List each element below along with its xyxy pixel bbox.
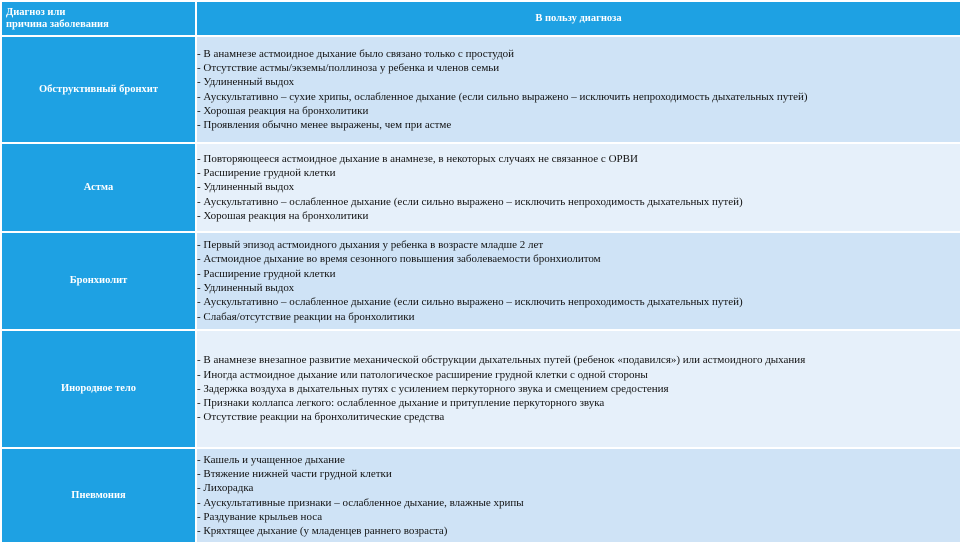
header-diagnosis	[1, 1, 196, 36]
evidence-item: - Втяжение нижней части грудной клетки	[197, 467, 392, 480]
evidence-item: - Хорошая реакция на бронхолитики	[197, 104, 369, 117]
evidence-item: - Расширение грудной клетки	[197, 167, 336, 180]
evidence-item: - Раздувание крыльев носа	[197, 510, 323, 523]
table-row	[1, 232, 960, 330]
table-row	[1, 36, 960, 143]
evidence-item: - Расширение грудной клетки	[197, 267, 336, 280]
diagnosis-name-line2: бронхит	[119, 83, 159, 95]
evidence-cell	[196, 36, 960, 143]
diagnosis-name-line1: Инородное тело	[60, 383, 137, 394]
evidence-item: - Признаки коллапса легкого: ослабленное дыхание и притупление перкуторного звука	[197, 397, 605, 410]
evidence-item: - Повторяющееся астмоидное дыхание в анамнезе, в некоторых случаях не связанное с ОРВИ	[197, 152, 638, 165]
evidence-item: - Иногда астмоидное дыхание или патологическое расширение грудной клетки с одной стороны	[197, 368, 648, 381]
header-evidence: В пользу диагноза	[196, 1, 960, 36]
table-row	[1, 143, 960, 232]
evidence-cell	[196, 143, 960, 232]
evidence-item: - В анамнезе внезапное развитие механической обструкции дыхательных путей (ребенок «подавился») или астмоидного дыхания	[197, 354, 806, 367]
evidence-item: - Удлиненный выдох	[197, 181, 295, 194]
diagnosis-cell	[1, 36, 196, 143]
table-header-row	[1, 1, 960, 36]
evidence-item: - Аускультативно – ослабленное дыхание (если сильно выражено – исключить непроходимость дыхательных путей)	[197, 195, 743, 208]
evidence-item: - Аускультативно – ослабленное дыхание (если сильно выражено – исключить непроходимость дыхательных путей)	[197, 296, 743, 309]
evidence-item: - Удлиненный выдох	[197, 76, 295, 89]
table-row	[1, 330, 960, 448]
evidence-item: - Проявления обычно менее выражены, чем при астме	[197, 119, 452, 132]
evidence-item: - Астмоидное дыхание во время сезонного повышения заболеваемости бронхиолитом	[197, 253, 601, 266]
evidence-cell	[196, 448, 960, 543]
evidence-item: - Отсутствие астмы/экземы/поллиноза у ребенка и членов семьи	[197, 61, 500, 74]
evidence-item: - Аускультативные признаки – ослабленное дыхание, влажные хрипы	[197, 496, 524, 509]
diagnosis-cell	[1, 143, 196, 232]
evidence-item: - Кряхтящее дыхание (у младенцев раннего возраста)	[197, 525, 448, 538]
evidence-cell	[196, 232, 960, 330]
header-diagnosis-line2: причина заболевания	[6, 18, 109, 30]
evidence-item: - Первый эпизод астмоидного дыхания у ребенка в возрасте младше 2 лет	[197, 239, 544, 252]
diagnosis-name-line1: Пневмония	[71, 489, 126, 501]
evidence-item: - Задержка воздуха в дыхательных путях с усилением перкуторного звука и смещением средостения	[197, 382, 669, 395]
evidence-item: - Удлиненный выдох	[197, 282, 295, 294]
evidence-cell	[196, 330, 960, 448]
diagnosis-cell	[1, 448, 196, 543]
evidence-item: - Лихорадка	[197, 482, 254, 495]
diagnosis-name-line1: Обструктивный	[38, 83, 117, 95]
evidence-item: - Хорошая реакция на бронхолитики	[197, 209, 369, 222]
evidence-item: - Отсутствие реакции на бронхолитические средства	[197, 411, 445, 424]
table-row	[1, 448, 960, 543]
evidence-item: - В анамнезе астмоидное дыхание было связано только с простудой	[197, 47, 515, 60]
diagnosis-cell	[1, 232, 196, 330]
diagnosis-cell	[1, 330, 196, 448]
evidence-item: - Кашель и учащенное дыхание	[197, 453, 345, 466]
evidence-item: - Слабая/отсутствие реакции на бронхолитики	[197, 310, 415, 323]
evidence-item: - Аускультативно – сухие хрипы, ослабленное дыхание (если сильно выражено – исключить непроходимость дыхательных путей)	[197, 90, 808, 103]
diagnosis-name-line1: Астма	[83, 181, 114, 193]
diagnosis-name-line1: Бронхиолит	[69, 275, 128, 286]
header-diagnosis-line1: Диагноз или	[6, 6, 66, 18]
